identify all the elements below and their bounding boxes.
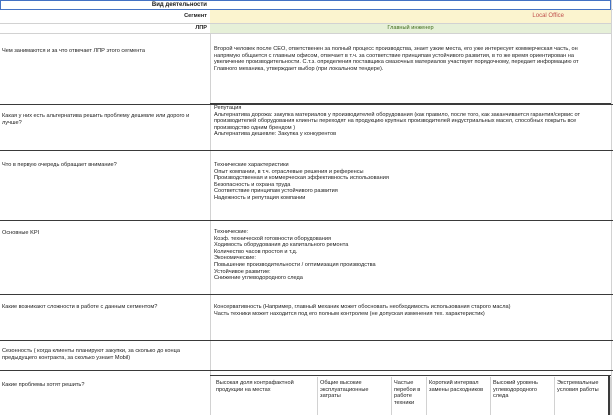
segment-label: Сегмент [0, 10, 210, 24]
answer-line: производство одним брендом ) [214, 124, 296, 131]
answer-line: Технические: [214, 229, 249, 235]
answer-line: Опыт компании, в т.ч. отраслевые решения и референсы [214, 168, 364, 175]
answer-line: производителей оборудования клиенты переходят на продукцию крупных производителей индустриальных масел, способных покрыть все [214, 118, 577, 125]
answer-line: Репутация [214, 105, 242, 111]
problem-cell[interactable]: Экстремальные условия работы [555, 377, 611, 415]
problem-cell[interactable]: Частые перебои в работе техники [392, 377, 427, 415]
problem-cell[interactable]: Общие высокие эксплуатационные затраты [318, 377, 392, 415]
row-divider [0, 220, 613, 221]
row-question[interactable]: Что в первую очередь обращает внимание? [2, 162, 117, 168]
answer-line: Альтернатива дорожа: закупка материалов у производителей оборудования (как правило, после того, как заканчивается гарантия/сервис от [214, 111, 581, 118]
problem-cell[interactable]: Короткий интервал замены расходников [427, 377, 491, 415]
answer-line: Коэф. технической готовности оборудования [214, 235, 332, 242]
row-divider [210, 375, 611, 376]
lpr-label: ЛПР [0, 24, 210, 34]
problem-cell[interactable]: Высокая доля контрафактной продукции на местах [214, 377, 318, 415]
answer-line: Производственная и коммерческая эффективность использования [214, 175, 389, 182]
answer-line: напрямую общается с главным офисом, отвечает в т.ч. за соответствие принципам устойчивого развития, в то же время ориентирован на [214, 52, 574, 59]
answer-line: увеличение производительности. С.т.з. определения поставщика смазочных материалов участвует порядочному, передает информацию от [214, 59, 579, 66]
answer-line: Снижение углеводородного следа [214, 275, 303, 282]
answer-line: Консервативность (Например, главный механик может обосновать необходимость использования старого масла) [214, 304, 511, 310]
answer-line: Часть техники может находится под его полным контролем (не допуская изменения тех. характеристик) [214, 310, 485, 317]
answer-line: Безопасность и охрана труда [214, 181, 291, 188]
row-answer[interactable] [211, 103, 611, 140]
answer-line: Соответствие принципам устойчивого развития [214, 188, 338, 195]
row-answer-empty[interactable] [211, 341, 611, 370]
row-question[interactable]: Сезонность ( когда клиенты планируют закупки, за сколько до конца предыдущего контракта, за сколько узнает Mobil) [2, 348, 180, 361]
row-question[interactable]: Какая у них есть альтернатива решить проблему дешевле или дорого и лучше? [2, 113, 190, 126]
row-question[interactable]: Основные KPI [2, 230, 40, 236]
row-answer[interactable] [211, 44, 611, 74]
answer-line: Надежность и репутация компании [214, 194, 306, 201]
cell-border [608, 375, 610, 415]
row-divider [0, 150, 613, 151]
answer-line: Ходимость оборудования до капитального ремонта [214, 242, 349, 249]
answer-line: Технические характеристики [214, 162, 289, 168]
row-answer[interactable] [211, 302, 611, 319]
answer-line: Устойчивое развитие: [214, 268, 271, 275]
problem-cell[interactable]: Высокий уровень углеводородного следа [491, 377, 555, 415]
row-question[interactable]: Какие проблемы хотят решить? [2, 382, 85, 388]
answer-line: Повышение производительности / оптимизация производства [214, 261, 376, 268]
lpr-value[interactable]: Главный инженер [387, 25, 434, 31]
row-question[interactable]: Чем занимаются и за что отвечает ЛПР этого сегмента [2, 48, 145, 54]
answer-line: Количество часов простоя и т.д. [214, 248, 298, 255]
row-divider [0, 294, 613, 295]
segment-value[interactable]: Local Office [532, 13, 564, 19]
answer-line: Главного механика, утверждает выбор (при локальном тендере). [214, 65, 384, 72]
selected-cell-indicator[interactable] [210, 0, 611, 10]
column-divider [611, 0, 612, 415]
row-divider [0, 370, 613, 371]
row-answer[interactable] [211, 160, 611, 204]
answer-line: Альтернатива дешевле: Закупка у конкурентов [214, 131, 337, 138]
vid-activity-label: Вид деятельности [0, 0, 210, 10]
answer-line: Второй человек после CEO, ответственен за полный процесс производства, знает узкие места, его уже интересует коммерческая часть, он [214, 46, 578, 52]
row-answer[interactable] [211, 227, 611, 284]
answer-line: Экономические: [214, 255, 256, 262]
row-question[interactable]: Какие возникают сложности в работе с данным сегментом? [2, 304, 158, 310]
